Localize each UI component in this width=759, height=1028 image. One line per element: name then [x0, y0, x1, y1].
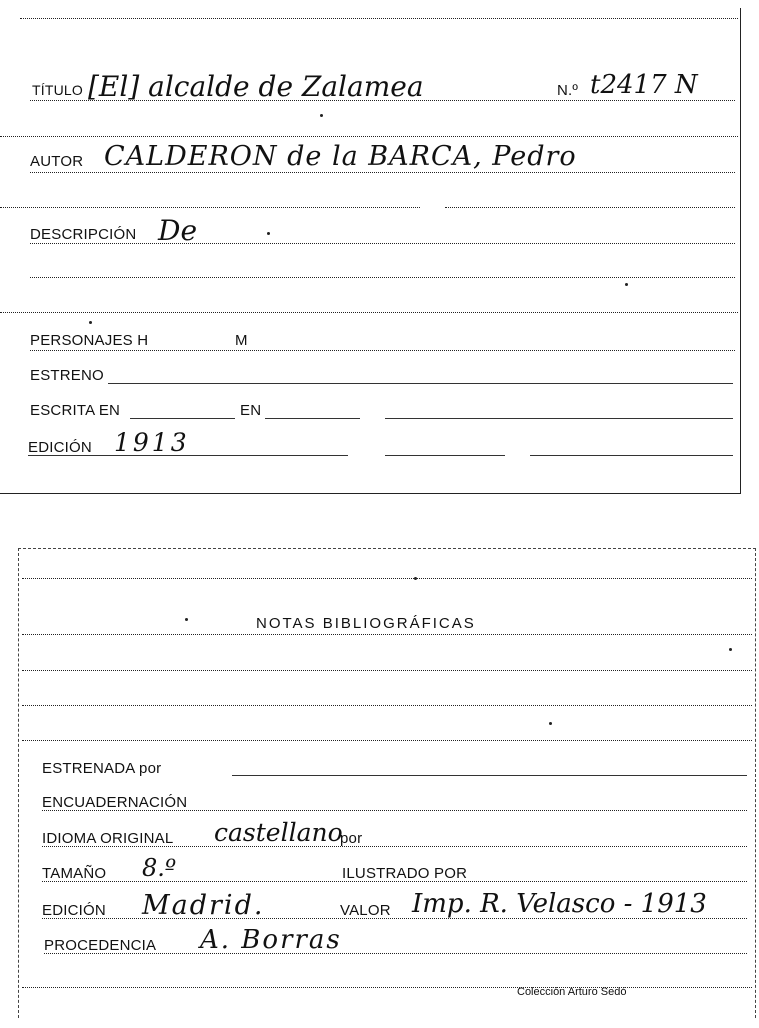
encuadernacion-label: ENCUADERNACIÓN — [42, 794, 188, 811]
estrenada-label: ESTRENADA por — [42, 760, 162, 777]
tamano-label: TAMAÑO — [42, 865, 107, 882]
encuadernacion-line — [42, 810, 747, 811]
notas-heading: NOTAS BIBLIOGRÁFICAS — [256, 615, 476, 632]
personajes-label: PERSONAJES H — [30, 332, 149, 349]
ruled-line — [445, 207, 735, 208]
edicion2-line — [42, 918, 747, 919]
estreno-line — [108, 383, 733, 384]
edicion-line-2 — [385, 455, 505, 456]
procedencia-label: PROCEDENCIA — [44, 937, 157, 954]
descripcion-value: De — [158, 214, 198, 247]
numero-value: t2417 N — [590, 70, 698, 100]
edicion-label: EDICIÓN — [28, 439, 92, 456]
ilustrado-label: ILUSTRADO POR — [342, 865, 468, 882]
procedencia-line — [44, 953, 747, 954]
estreno-label: ESTRENO — [30, 367, 104, 384]
estrenada-line — [232, 775, 747, 776]
edicion-line — [28, 455, 348, 456]
procedencia-value: A. Borras — [200, 925, 342, 955]
titulo-label: TÍTULO — [32, 82, 83, 98]
speck — [320, 114, 323, 117]
speck — [414, 577, 417, 580]
autor-label: AUTOR — [30, 153, 84, 170]
ruled-line — [0, 312, 738, 313]
speck — [267, 232, 270, 235]
edicion2-label: EDICIÓN — [42, 902, 106, 919]
en-line — [265, 418, 360, 419]
ruled-line — [0, 136, 738, 137]
personajes-line — [30, 350, 735, 351]
titulo-line — [30, 100, 735, 101]
escrita-extra-line — [385, 418, 733, 419]
escrita-en-label: ESCRITA EN — [30, 402, 121, 419]
descripcion-line — [30, 243, 735, 244]
card-top-edge — [20, 18, 738, 19]
en-label: EN — [240, 402, 262, 419]
autor-line — [30, 172, 735, 173]
speck — [729, 648, 732, 651]
speck — [625, 283, 628, 286]
edicion-value: 1913 — [114, 428, 190, 457]
ruled-line — [22, 578, 752, 579]
idioma-value: castellano — [214, 818, 343, 847]
numero-label: N.º — [557, 82, 579, 99]
idioma-por-label: por — [340, 830, 363, 847]
valor-value: Imp. R. Velasco - 1913 — [412, 889, 707, 919]
coleccion-stamp: Colección Arturo Sedó — [517, 986, 627, 998]
ruled-line — [22, 670, 752, 671]
autor-value: CALDERON de la BARCA, Pedro — [104, 141, 577, 172]
tamano-line — [42, 881, 747, 882]
ruled-line — [0, 207, 420, 208]
speck — [549, 722, 552, 725]
bottom-line — [22, 987, 752, 988]
titulo-value: [El] alcalde de Zalamea — [88, 70, 424, 103]
speck — [185, 618, 188, 621]
m-label: M — [235, 332, 248, 349]
escrita-en-line — [130, 418, 235, 419]
idioma-line — [42, 846, 747, 847]
valor-label: VALOR — [340, 902, 391, 919]
edicion2-value: Madrid. — [142, 890, 265, 921]
ruled-line — [22, 705, 752, 706]
ruled-line — [22, 740, 752, 741]
descripcion-label: DESCRIPCIÓN — [30, 226, 137, 243]
speck — [89, 321, 92, 324]
edicion-line-3 — [530, 455, 733, 456]
idioma-label: IDIOMA ORIGINAL — [42, 830, 174, 847]
tamano-value: 8.º — [142, 854, 177, 882]
heading-line — [22, 634, 752, 635]
ruled-line — [30, 277, 735, 278]
